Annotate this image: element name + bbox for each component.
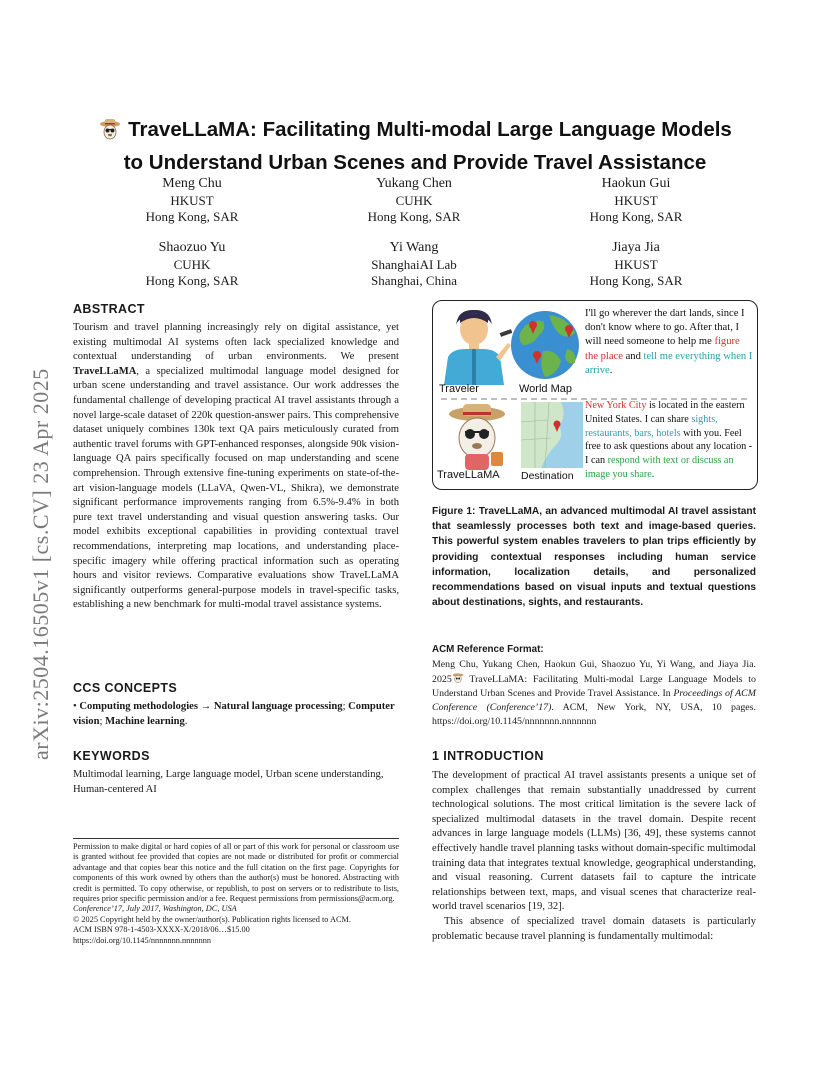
world-map-label: World Map (519, 383, 572, 395)
author-name: Jiaya Jia (612, 240, 660, 255)
author-block (314, 176, 514, 226)
introduction-heading: 1 INTRODUCTION (432, 749, 544, 763)
author-location: Hong Kong, SAR (589, 273, 683, 288)
traveler-illustration (436, 305, 512, 385)
author-affiliation: HKUST (614, 256, 658, 272)
permission-footnote: Permission to make digital or hard copies of all or part of this work for personal or classroom use is granted without fee provided that copies are not made or distributed for profit or commercial advantage and that copies bear this notice and the full citation on the first page. Copyrights for components of this work owned by others than the author(s) must be honored. Abstracting with credit is permitted. To copy otherwise, or republish, to post on servers or to redistribute to lists, requires prior specific permission and/or a fee. Request permissions from permissions@acm.org. Conference’17, July 2017, Washington, DC, USA © 2025 Copyright held by the owner/author(s). Publication rights licensed to ACM. ACM ISBN 978-1-4503-XXXX-X/2018/06…$15.00 https://doi.org/10.1145/nnnnnnn.nnnnnnn (73, 838, 399, 946)
destination-map-illustration (521, 402, 583, 468)
introduction-text (432, 769, 756, 944)
travellama-answer: New York City is located in the eastern United States. I can share sights, restaurants, bars, hotels with you. Feel free to ask questions about any location - I can respond with text or discuss an image you share. (585, 400, 753, 480)
author-name: Shaozuo Yu (158, 240, 226, 255)
author-block (536, 176, 736, 226)
author-location: Hong Kong, SAR (145, 209, 239, 224)
author-affiliation: CUHK (173, 256, 211, 272)
author-block (92, 240, 292, 290)
arxiv-stamp: arXiv:2504.16505v1 [cs.CV] 23 Apr 2025 (28, 368, 53, 760)
author-affiliation: HKUST (614, 192, 658, 208)
figure-1 (432, 300, 758, 490)
title-line-2: to Understand Urban Scenes and Provide Travel Assistance (123, 151, 707, 174)
travellama-mascot-illustration (443, 402, 511, 472)
keywords-text: Multimodal learning, Large language model, Urban scene understanding, Human-centered AI (73, 769, 384, 795)
author-block (92, 176, 292, 226)
author-affiliation: HKUST (170, 192, 214, 208)
author-block (536, 240, 736, 290)
intro-paragraph: The development of practical AI travel assistants presents a unique set of complex challenges that remain substantially unaddressed by current technological solutions. The most critical limitation is the severe lack of specialized multimodal datasets in the travel domain. Despite recent advances in large language models (LLMs) [36, 49], these systems cannot effectively handle travel planning tasks without domain-specific multimodal training data that integrates textual knowledge, geographical understanding, and visual reasoning. Current datasets fail to capture the intricate relationships between text, maps, and visual scenes that characterize real-world travel scenarios [19, 32]. (432, 770, 756, 913)
travellama-label: TraveLLaMA (437, 469, 500, 481)
author-name: Yukang Chen (376, 176, 452, 191)
figure-1-caption: Figure 1: TraveLLaMA, an advanced multimodal AI travel assistant that seamlessly processes both text and image-based queries. This powerful system enables travelers to plan trips efficiently by providing contextual responses including human service information, localization details, and personalized recommendations based on visual inputs and textual questions about destinations, sights, and restaurants. (432, 506, 756, 609)
traveler-label: Traveler (439, 383, 479, 395)
author-affiliation: ShanghaiAI Lab (371, 256, 457, 272)
title-line-1: TraveLLaMA: Facilitating Multi-modal Large Language Models (128, 118, 732, 141)
abstract-heading: ABSTRACT (73, 302, 145, 316)
acm-reference-text: Meng Chu, Yukang Chen, Haokun Gui, Shaozuo Yu, Yi Wang, and Jiaya Jia. 2025 TraveLLaMA: Facilitating Multi-modal Large Language Models to Understand Urban Scenes and Provide Travel Assistance. In Proceedings of ACM Conference (Conference’17). ACM, New York, NY, USA, 10 pages. https://doi.org/10.1145/nnnnnnn.nnnnnnn (432, 659, 756, 728)
author-location: Hong Kong, SAR (367, 209, 461, 224)
acm-reference-heading: ACM Reference Format: (432, 644, 544, 655)
world-globe-illustration (509, 305, 583, 385)
destination-label: Destination (521, 470, 574, 482)
ccs-concepts: • Computing methodologies → Natural language processing; Computer vision; Machine learning. (73, 701, 395, 727)
model-name: TraveLLaMA (73, 365, 137, 377)
author-location: Shanghai, China (371, 273, 457, 288)
abstract-text: Tourism and travel planning increasingly rely on digital assistance, yet existing multimodal AI systems often lack specialized knowledge and contextual understanding of urban environments. We present TraveLLaMA, a specialized multimodal language model designed for urban scene understanding and travel assistance. Our work addresses the fundamental challenge of developing practical AI travel assistants through a novel large-scale dataset of 220k question-answer pairs. This comprehensive dataset uniquely combines 130k text QA pairs meticulously curated from authentic travel forums with GPT-enhanced responses, alongside 90k vision-language QA pairs specifically focused on map understanding and scene comprehension. Through extensive fine-tuning experiments on state-of-the-art vision-language models (LLaVA, Qwen-VL, Shikra), we demonstrate significant performance improvements ranging from 6.5%-9.4% in both pure text travel understanding and visual question answering tasks. Our model exhibits exceptional capabilities in providing contextual travel recommendations, interpreting map locations, and understanding place-specific imagery while offering practical information such as operating hours and visitor reviews. Comparative evaluations show TraveLLaMA significantly outperforms general-purpose models in travel-specific tasks, establishing a new benchmark for multi-modal travel assistance systems. (73, 322, 399, 611)
author-location: Hong Kong, SAR (145, 273, 239, 288)
intro-paragraph: This absence of specialized travel domain datasets is particularly problematic because travel planning is fundamentally multimodal: (432, 915, 756, 942)
author-block (314, 240, 514, 290)
llama-mascot-icon (452, 674, 464, 685)
author-name: Meng Chu (162, 176, 222, 191)
author-name: Yi Wang (389, 240, 439, 255)
traveler-question: I'll go wherever the dart lands, since I don't know where to go. After that, I will need someone to help me figure the place and tell me everything when I arrive. (585, 308, 753, 376)
author-location: Hong Kong, SAR (589, 209, 683, 224)
author-name: Haokun Gui (601, 176, 671, 191)
ccs-heading: CCS CONCEPTS (73, 681, 178, 695)
llama-mascot-icon (98, 117, 122, 149)
keywords-heading: KEYWORDS (73, 749, 150, 763)
author-affiliation: CUHK (395, 192, 433, 208)
paper-title (60, 116, 770, 177)
